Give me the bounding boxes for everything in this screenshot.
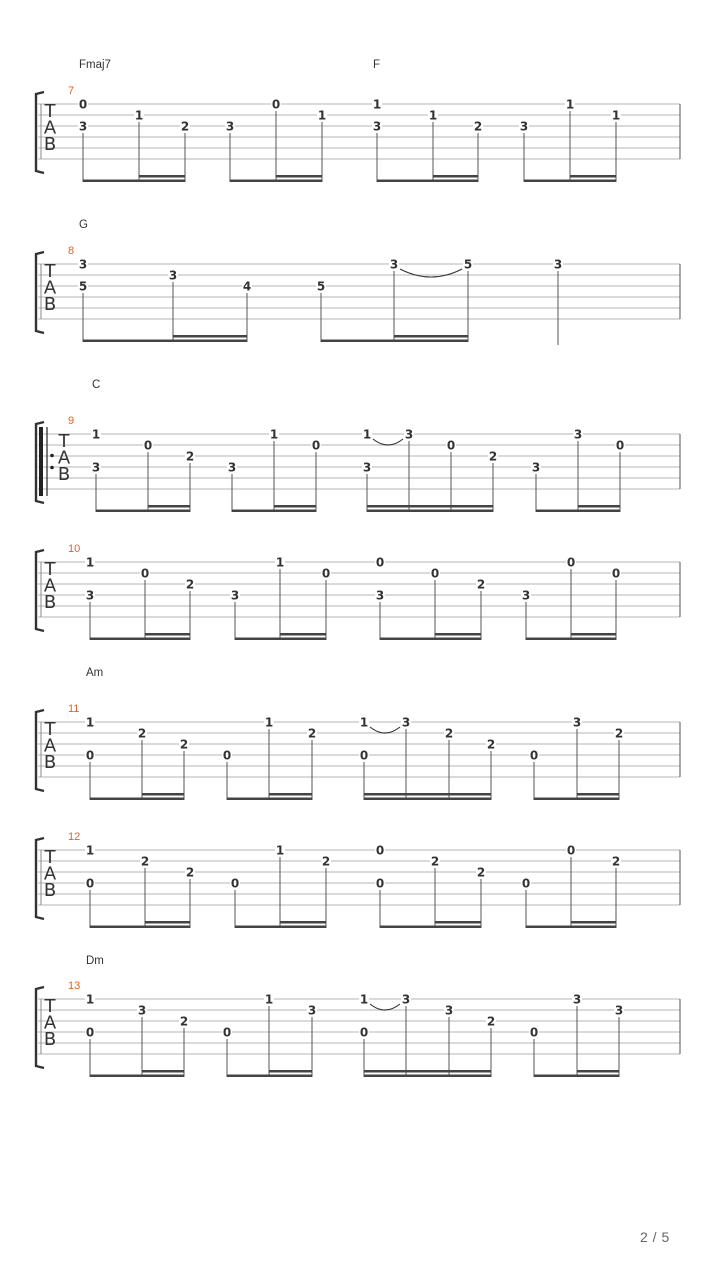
fret-number: 3 bbox=[401, 715, 411, 730]
repeat-dot bbox=[50, 466, 54, 470]
measure-number: 13 bbox=[68, 980, 81, 992]
fret-number: 2 bbox=[321, 854, 331, 869]
fret-number: 0 bbox=[359, 1025, 369, 1040]
chord-name: Am bbox=[86, 667, 104, 679]
fret-number: 3 bbox=[307, 1003, 317, 1018]
beam-primary bbox=[364, 798, 491, 801]
chord-name: Fmaj7 bbox=[79, 59, 111, 71]
fret-number: 3 bbox=[375, 588, 385, 603]
fret-number: 1 bbox=[134, 108, 144, 123]
fret-number: 1 bbox=[85, 992, 95, 1007]
fret-number: 3 bbox=[572, 992, 582, 1007]
fret-number: 0 bbox=[375, 876, 385, 891]
fret-number: 5 bbox=[78, 279, 88, 294]
beam-primary bbox=[83, 180, 185, 183]
beam-primary bbox=[380, 638, 481, 641]
beam-secondary bbox=[364, 1070, 491, 1073]
measure-number: 11 bbox=[68, 703, 80, 715]
beam-secondary bbox=[276, 175, 322, 178]
fret-number: 0 bbox=[85, 748, 95, 763]
fret-number: 0 bbox=[529, 748, 539, 763]
fret-number: 2 bbox=[444, 726, 454, 741]
beam-primary bbox=[321, 340, 468, 343]
fret-number: 0 bbox=[222, 748, 232, 763]
fret-number: 3 bbox=[389, 257, 399, 272]
beam-secondary bbox=[145, 921, 190, 924]
fret-number: 3 bbox=[521, 588, 531, 603]
beam-primary bbox=[534, 1075, 619, 1078]
tab-clef-letter-a: A bbox=[43, 117, 57, 139]
fret-number: 1 bbox=[372, 97, 382, 112]
beam-secondary bbox=[145, 633, 190, 636]
fret-number: 0 bbox=[529, 1025, 539, 1040]
tab-clef-letter-a: A bbox=[43, 735, 57, 757]
beam-secondary bbox=[571, 633, 616, 636]
tab-clef-letter-b: B bbox=[43, 1029, 57, 1050]
fret-number: 0 bbox=[611, 566, 621, 581]
fret-number: 2 bbox=[476, 865, 486, 880]
fret-number: 3 bbox=[85, 588, 95, 603]
fret-number: 1 bbox=[359, 992, 369, 1007]
fret-number: 3 bbox=[444, 1003, 454, 1018]
fret-number: 2 bbox=[179, 737, 189, 752]
fret-number: 3 bbox=[401, 992, 411, 1007]
fret-number: 2 bbox=[185, 865, 195, 880]
fret-number: 0 bbox=[321, 566, 331, 581]
beam-primary bbox=[90, 638, 190, 641]
fret-number: 0 bbox=[566, 555, 576, 570]
beam-secondary bbox=[435, 921, 481, 924]
fret-number: 3 bbox=[362, 460, 372, 475]
fret-number: 0 bbox=[375, 555, 385, 570]
beam-secondary bbox=[142, 1070, 184, 1073]
fret-number: 0 bbox=[78, 97, 88, 112]
beam-primary bbox=[367, 510, 493, 513]
fret-number: 3 bbox=[230, 588, 240, 603]
fret-number: 3 bbox=[78, 119, 88, 134]
beam-secondary bbox=[142, 793, 184, 796]
fret-number: 0 bbox=[566, 843, 576, 858]
fret-number: 2 bbox=[473, 119, 483, 134]
tab-clef-letter-t: T bbox=[44, 847, 56, 868]
tab-clef-letter-a: A bbox=[43, 863, 57, 885]
tie-slur bbox=[370, 727, 400, 733]
fret-number: 3 bbox=[372, 119, 382, 134]
fret-number: 1 bbox=[91, 427, 101, 442]
beam-secondary bbox=[367, 505, 493, 508]
fret-number: 0 bbox=[311, 438, 321, 453]
fret-number: 3 bbox=[519, 119, 529, 134]
beam-primary bbox=[235, 638, 326, 641]
fret-number: 0 bbox=[85, 876, 95, 891]
fret-number: 3 bbox=[572, 715, 582, 730]
beam-primary bbox=[90, 798, 184, 801]
fret-number: 3 bbox=[553, 257, 563, 272]
fret-number: 0 bbox=[230, 876, 240, 891]
fret-number: 2 bbox=[614, 726, 624, 741]
beam-secondary bbox=[394, 335, 468, 338]
fret-number: 3 bbox=[78, 257, 88, 272]
fret-number: 0 bbox=[521, 876, 531, 891]
beam-secondary bbox=[274, 505, 316, 508]
fret-number: 1 bbox=[85, 843, 95, 858]
measure-number: 12 bbox=[68, 831, 81, 843]
beam-primary bbox=[227, 1075, 312, 1078]
beam-primary bbox=[90, 1075, 184, 1078]
tab-clef-letter-a: A bbox=[57, 447, 71, 469]
beam-primary bbox=[536, 510, 620, 513]
fret-number: 2 bbox=[140, 854, 150, 869]
fret-number: 1 bbox=[85, 715, 95, 730]
beam-primary bbox=[96, 510, 190, 513]
fret-number: 2 bbox=[611, 854, 621, 869]
beam-secondary bbox=[148, 505, 190, 508]
beam-secondary bbox=[435, 633, 481, 636]
beam-secondary bbox=[433, 175, 478, 178]
beam-primary bbox=[230, 180, 322, 183]
fret-number: 0 bbox=[430, 566, 440, 581]
fret-number: 2 bbox=[185, 577, 195, 592]
fret-number: 0 bbox=[359, 748, 369, 763]
tab-clef-letter-b: B bbox=[57, 464, 71, 485]
fret-number: 3 bbox=[227, 460, 237, 475]
fret-number: 2 bbox=[137, 726, 147, 741]
tab-clef-letter-b: B bbox=[43, 752, 57, 773]
beam-primary bbox=[235, 926, 326, 929]
fret-number: 3 bbox=[531, 460, 541, 475]
fret-number: 0 bbox=[375, 843, 385, 858]
fret-number: 1 bbox=[275, 843, 285, 858]
beam-secondary bbox=[139, 175, 185, 178]
fret-number: 2 bbox=[307, 726, 317, 741]
fret-number: 1 bbox=[428, 108, 438, 123]
fret-number: 0 bbox=[222, 1025, 232, 1040]
fret-number: 3 bbox=[225, 119, 235, 134]
chord-name: F bbox=[373, 59, 381, 71]
beam-primary bbox=[526, 638, 616, 641]
fret-number: 1 bbox=[264, 992, 274, 1007]
fret-number: 3 bbox=[404, 427, 414, 442]
fret-number: 1 bbox=[611, 108, 621, 123]
tab-clef-letter-t: T bbox=[44, 719, 56, 740]
beam-secondary bbox=[578, 505, 620, 508]
fret-number: 4 bbox=[242, 279, 252, 294]
tab-clef-letter-a: A bbox=[43, 1012, 57, 1034]
measure-number: 8 bbox=[68, 245, 75, 257]
fret-number: 1 bbox=[362, 427, 372, 442]
fret-number: 2 bbox=[476, 577, 486, 592]
chord-name: Dm bbox=[86, 955, 104, 967]
fret-number: 0 bbox=[446, 438, 456, 453]
beam-secondary bbox=[280, 921, 326, 924]
tab-clef-letter-b: B bbox=[43, 134, 57, 155]
fret-number: 3 bbox=[614, 1003, 624, 1018]
fret-number: 1 bbox=[275, 555, 285, 570]
fret-number: 1 bbox=[359, 715, 369, 730]
beam-primary bbox=[380, 926, 481, 929]
fret-number: 1 bbox=[85, 555, 95, 570]
fret-number: 0 bbox=[271, 97, 281, 112]
beam-primary bbox=[526, 926, 616, 929]
tie-slur bbox=[370, 1004, 400, 1010]
tab-clef-letter-t: T bbox=[44, 101, 56, 122]
fret-number: 0 bbox=[143, 438, 153, 453]
fret-number: 2 bbox=[486, 1014, 496, 1029]
measure-number: 7 bbox=[68, 85, 75, 97]
fret-number: 3 bbox=[573, 427, 583, 442]
repeat-dot bbox=[50, 454, 54, 458]
measure-number: 9 bbox=[68, 415, 75, 427]
measure-number: 10 bbox=[68, 543, 81, 555]
fret-number: 1 bbox=[317, 108, 327, 123]
beam-primary bbox=[90, 926, 190, 929]
fret-number: 2 bbox=[486, 737, 496, 752]
beam-primary bbox=[83, 340, 247, 343]
tab-clef-letter-t: T bbox=[44, 996, 56, 1017]
fret-number: 5 bbox=[316, 279, 326, 294]
tab-clef-letter-b: B bbox=[43, 294, 57, 315]
beam-primary bbox=[232, 510, 316, 513]
fret-number: 2 bbox=[185, 449, 195, 464]
fret-number: 1 bbox=[264, 715, 274, 730]
beam-secondary bbox=[173, 335, 247, 338]
fret-number: 1 bbox=[269, 427, 279, 442]
beam-secondary bbox=[577, 1070, 619, 1073]
tab-clef-letter-b: B bbox=[43, 592, 57, 613]
tab-clef-letter-b: B bbox=[43, 880, 57, 901]
tab-clef-letter-t: T bbox=[58, 431, 70, 452]
beam-primary bbox=[534, 798, 619, 801]
fret-number: 0 bbox=[140, 566, 150, 581]
beam-primary bbox=[377, 180, 478, 183]
tab-clef-letter-t: T bbox=[44, 559, 56, 580]
beam-secondary bbox=[269, 793, 312, 796]
beam-secondary bbox=[269, 1070, 312, 1073]
page-number: 2 / 5 bbox=[640, 1229, 670, 1245]
fret-number: 2 bbox=[488, 449, 498, 464]
repeat-thick-bar bbox=[39, 427, 43, 496]
tab-clef-letter-t: T bbox=[44, 261, 56, 282]
fret-number: 3 bbox=[91, 460, 101, 475]
fret-number: 0 bbox=[85, 1025, 95, 1040]
beam-secondary bbox=[577, 793, 619, 796]
beam-secondary bbox=[364, 793, 491, 796]
beam-primary bbox=[227, 798, 312, 801]
fret-number: 5 bbox=[463, 257, 473, 272]
tie-slur bbox=[400, 269, 462, 277]
chord-name: C bbox=[92, 379, 101, 391]
chord-name: G bbox=[79, 219, 88, 231]
tab-clef-letter-a: A bbox=[43, 575, 57, 597]
fret-number: 2 bbox=[180, 119, 190, 134]
tie-slur bbox=[373, 439, 403, 445]
fret-number: 3 bbox=[168, 268, 178, 283]
fret-number: 2 bbox=[430, 854, 440, 869]
beam-primary bbox=[364, 1075, 491, 1078]
fret-number: 3 bbox=[137, 1003, 147, 1018]
fret-number: 2 bbox=[179, 1014, 189, 1029]
beam-secondary bbox=[280, 633, 326, 636]
beam-secondary bbox=[571, 921, 616, 924]
tab-clef-letter-a: A bbox=[43, 277, 57, 299]
beam-secondary bbox=[570, 175, 616, 178]
fret-number: 1 bbox=[565, 97, 575, 112]
fret-number: 0 bbox=[615, 438, 625, 453]
beam-primary bbox=[524, 180, 616, 183]
